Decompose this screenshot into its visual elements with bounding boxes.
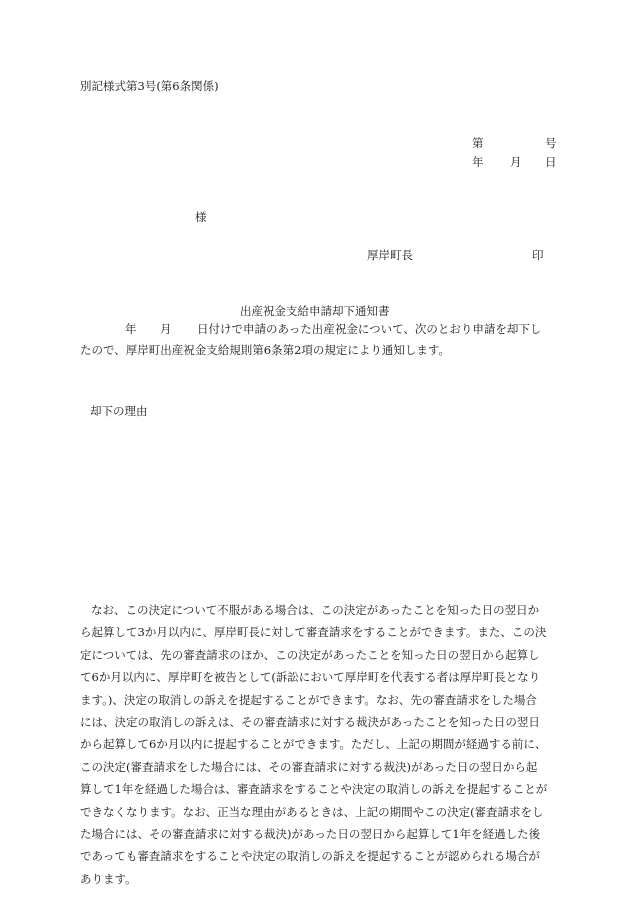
form-label: 別記様式第3号(第6条関係)	[80, 79, 219, 93]
notice-line: あります。	[80, 871, 137, 886]
notice-paragraph	[80, 599, 560, 890]
issuer-seal: 印	[532, 248, 544, 262]
number-prefix: 第	[472, 136, 484, 150]
number-suffix: 号	[545, 136, 557, 150]
notice-line: には、決定の取消しの訴えは、その審査請求に対する裁決があったことを知った日の翌日	[80, 715, 540, 730]
notice-line: 定については、先の審査請求のほか、この決定があったことを知った日の翌日から起算し	[80, 647, 540, 662]
notice-line: であっても審査請求をすることや決定の取消しの訴えを提起することが認められる場合が	[80, 849, 540, 864]
notice-line: ます。)、決定の取消しの訴えを提起することができます。なお、先の審査請求をした場合	[80, 692, 537, 707]
date-month: 月	[510, 155, 522, 169]
notice-line: この決定(審査請求をした場合には、その審査請求に対する裁決)があった日の翌日から起	[80, 759, 538, 774]
body-line1: 日付けで申請のあった出産祝金について、次のとおり申請を却下し	[197, 322, 542, 336]
notice-line: て6か月以内に、厚岸町を被告として(訴訟において厚岸町を代表する者は厚岸町長となり	[80, 670, 541, 685]
notice-line: た場合には、その審査請求に対する裁決)があった日の翌日から起算して1年を経過した後	[80, 827, 541, 842]
notice-line: から起算して6か月以内に提起することができます。ただし、上記の期間が経過する前に、	[80, 737, 547, 752]
notice-line: 算して1年を経過した場合は、審査請求をすることや決定の取消しの訴えを提起することが	[80, 782, 548, 797]
document-title: 出産祝金支給申請却下通知書	[240, 304, 390, 318]
issuer-name: 厚岸町長	[367, 248, 413, 262]
date-day: 日	[545, 155, 557, 169]
addressee-suffix: 様	[195, 210, 207, 224]
reason-heading: 却下の理由	[90, 404, 148, 418]
body-year: 年	[125, 322, 137, 336]
notice-line: できなくなります。なお、正当な理由があるときは、上記の期間やこの決定(審査請求をし	[80, 804, 544, 819]
date-year: 年	[472, 155, 484, 169]
body-line2: たので、厚岸町出産祝金支給規則第6条第2項の規定により通知します。	[80, 343, 450, 357]
notice-line: ら起算して3か月以内に、厚岸町長に対して審査請求をすることができます。また、この決	[80, 625, 547, 640]
body-month: 月	[160, 322, 172, 336]
notice-line: なお、この決定について不服がある場合は、この決定があったことを知った日の翌日か	[91, 603, 540, 617]
